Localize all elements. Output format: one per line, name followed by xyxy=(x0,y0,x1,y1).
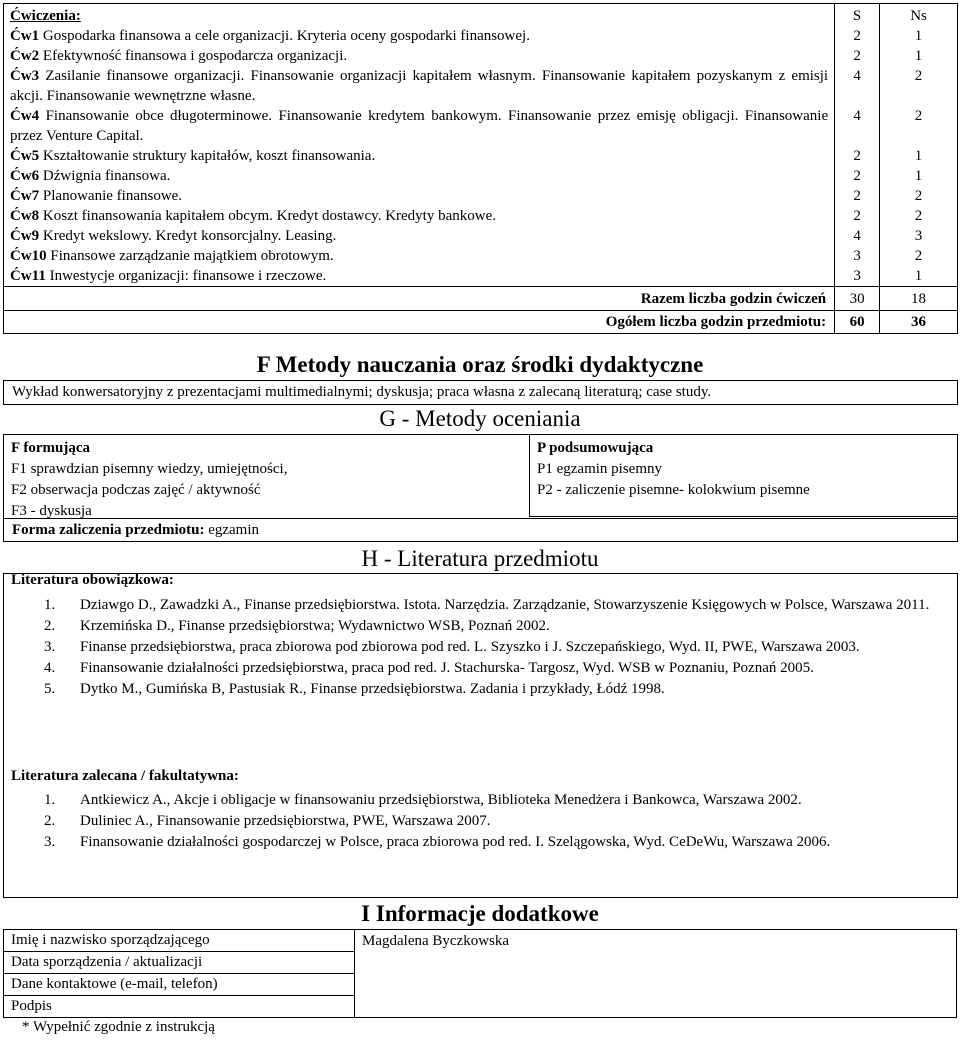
literature-item xyxy=(0,616,950,637)
exercises-ns-values xyxy=(880,26,957,286)
exercise-text: Koszt finansowania kapitałem obcym. Kredyt dostawcy. Kredyty bankowe. xyxy=(39,208,496,224)
exercise-item xyxy=(10,26,828,46)
total-all-row xyxy=(4,311,958,334)
section-f-title: F Metody nauczania oraz środki dydaktyczne xyxy=(256,352,704,377)
exercise-ns-value: 1 xyxy=(914,268,923,284)
literature-text: Finansowanie działalności przedsiębiorstwa, praca pod red. J. Stachurska- Targosz, Wyd. WSB w Poznaniu, Poznań 2005. xyxy=(80,660,814,676)
exercise-text: Kształtowanie struktury kapitałów, koszt finansowania. xyxy=(39,148,376,164)
literature-item xyxy=(0,790,950,811)
exercises-s-cell xyxy=(835,4,880,287)
exercises-topics-cell xyxy=(4,4,835,287)
exercise-s-value: 4 xyxy=(853,68,861,84)
exercise-code: Ćw1 xyxy=(10,28,40,44)
section-f-text: Wykład konwersatoryjny z prezentacjami multimedialnymi; dyskusja; praca własna z zalecaną literaturą; case study. xyxy=(12,384,712,400)
exercise-s-value: 3 xyxy=(853,268,861,284)
exercise-ns-value: 2 xyxy=(914,248,923,264)
total-all-label: Ogółem liczba godzin przedmiotu: xyxy=(4,311,835,334)
exercise-code: Ćw4 xyxy=(10,108,40,124)
summative-item-2: P2 - zaliczenie pisemne- kolokwium pisemne xyxy=(537,482,810,498)
author-label: Imię i nazwisko sporządzającego xyxy=(4,930,355,952)
summative-heading: P podsumowująca xyxy=(537,440,654,456)
literature-text: Dytko M., Gumińska B, Pastusiak R., Finanse przedsiębiorstwa. Zadania i przykłady, Łódź 1998. xyxy=(80,681,665,697)
exercise-ns-value: 2 xyxy=(914,208,923,224)
exercise-ns-value: 2 xyxy=(914,108,923,124)
literature-number: 1. xyxy=(44,597,56,613)
section-h-title: H - Literatura przedmiotu xyxy=(361,546,599,571)
exercise-item xyxy=(10,46,828,66)
exercise-code: Ćw11 xyxy=(10,268,46,284)
exercise-code: Ćw5 xyxy=(10,148,40,164)
literature-text: Finanse przedsiębiorstwa, praca zbiorowa pod zbiorowa pod red. L. Szyszko i J. Szczepańskiego, Wyd. II, PWE, Warszawa 2003. xyxy=(80,639,860,655)
literature-text: Krzemińska D., Finanse przedsiębiorstwa; Wydawnictwo WSB, Poznań 2002. xyxy=(80,618,550,634)
literature-text: Dziawgo D., Zawadzki A., Finanse przedsiębiorstwa. Istota. Narzędzia. Zarządzanie, Stowarzyszenie Księgowych w Polsce, Warszawa 2011. xyxy=(80,597,930,613)
exercise-item xyxy=(10,106,828,146)
literature-item xyxy=(0,595,950,616)
literature-number: 5. xyxy=(44,681,56,697)
literature-item xyxy=(0,679,950,700)
total-exercises-row xyxy=(4,287,958,311)
exercise-code: Ćw2 xyxy=(10,48,40,64)
exercise-code: Ćw6 xyxy=(10,168,40,184)
literature-number: 3. xyxy=(44,834,56,850)
exercise-text: Finansowanie obce długoterminowe. Finansowanie kredytem bankowym. Finansowanie przez emisję obligacji. Finansowanie przez Venture Capital. xyxy=(10,108,829,144)
signature-label: Podpis xyxy=(4,996,355,1018)
literature-item xyxy=(0,832,950,853)
exercise-code: Ćw10 xyxy=(10,248,47,264)
assessment-form-box xyxy=(3,518,958,542)
author-value: Magdalena Byczkowska xyxy=(355,930,957,1018)
exercise-ns-value: 1 xyxy=(914,148,923,164)
assessment-form xyxy=(4,519,957,540)
literature-item xyxy=(0,811,950,832)
exercise-s-value: 2 xyxy=(853,188,861,204)
exercise-ns-value: 1 xyxy=(914,168,923,184)
exercise-text: Inwestycje organizacji: finansowe i rzeczowe. xyxy=(45,268,327,284)
literature-text: Duliniec A., Finansowanie przedsiębiorstwa, PWE, Warszawa 2007. xyxy=(80,813,491,829)
recommended-lit-heading: Literatura zalecana / fakultatywna: xyxy=(11,768,239,784)
literature-text: Finansowanie działalności gospodarczej w Polsce, praca zbiorowa pod red. I. Szelągowska, Wyd. CeDeWu, Warszawa 2006. xyxy=(80,834,831,850)
exercises-list xyxy=(10,26,828,286)
exercise-ns-value: 2 xyxy=(914,68,923,84)
exercise-s-value: 2 xyxy=(853,168,861,184)
exercises-heading: Ćwiczenia: xyxy=(10,8,81,24)
literature-text: Antkiewicz A., Akcje i obligacje w finansowaniu przedsiębiorstwa, Biblioteka Menedżera i Bankowca, Warszawa 2002. xyxy=(80,792,802,808)
contact-label: Dane kontaktowe (e-mail, telefon) xyxy=(4,974,355,996)
exercise-ns-value: 1 xyxy=(914,48,923,64)
exercise-text: Dźwignia finansowa. xyxy=(39,168,171,184)
col-s-header: S xyxy=(852,8,862,24)
formative-item-3: F3 - dyskusja xyxy=(11,503,92,519)
info-row xyxy=(4,930,957,952)
exercise-s-value: 4 xyxy=(853,228,861,244)
info-table xyxy=(3,929,957,1018)
col-ns-header: Ns xyxy=(910,8,927,24)
exercise-item xyxy=(10,246,828,266)
exercise-ns-value: 2 xyxy=(914,188,923,204)
assessment-form-label: Forma zaliczenia przedmiotu: xyxy=(12,522,205,538)
exercise-item xyxy=(10,226,828,246)
formative-heading: F formująca xyxy=(11,440,90,456)
exercise-text: Zasilanie finansowe organizacji. Finansowanie organizacji kapitałem własnym. Finansowanie kapitałem pozyskanym z emisji akcji. Finansowanie wewnętrzne własne. xyxy=(10,68,829,104)
exercise-item xyxy=(10,266,828,286)
exercise-code: Ćw7 xyxy=(10,188,40,204)
literature-number: 3. xyxy=(44,639,56,655)
exercise-text: Kredyt wekslowy. Kredyt konsorcjalny. Leasing. xyxy=(39,228,337,244)
total-all-s: 60 xyxy=(835,311,880,334)
formative-item-1: F1 sprawdzian pisemny wiedzy, umiejętności, xyxy=(11,461,288,477)
literature-number: 4. xyxy=(44,660,56,676)
exercise-code: Ćw9 xyxy=(10,228,40,244)
exercises-main-row xyxy=(4,4,958,287)
exercise-code: Ćw3 xyxy=(10,68,40,84)
exercise-s-value: 2 xyxy=(853,48,861,64)
section-g-summative xyxy=(537,438,810,501)
exercise-text: Planowanie finansowe. xyxy=(39,188,183,204)
exercise-item xyxy=(10,166,828,186)
exercise-s-value: 2 xyxy=(853,28,861,44)
section-f-box xyxy=(3,380,958,405)
exercise-text: Finansowe zarządzanie majątkiem obrotowym. xyxy=(46,248,334,264)
literature-number: 2. xyxy=(44,813,56,829)
exercise-s-value: 2 xyxy=(853,148,861,164)
date-label: Data sporządzenia / aktualizacji xyxy=(4,952,355,974)
exercise-item xyxy=(10,206,828,226)
recommended-lit-list xyxy=(0,790,950,853)
exercise-text: Gospodarka finansowa a cele organizacji. Kryteria oceny gospodarki finansowej. xyxy=(39,28,530,44)
exercise-item xyxy=(10,186,828,206)
exercises-ns-cell xyxy=(880,4,958,287)
literature-number: 2. xyxy=(44,618,56,634)
exercises-table xyxy=(3,3,958,334)
exercise-item xyxy=(10,66,828,106)
section-g-title: G - Metody oceniania xyxy=(379,406,581,431)
exercise-ns-value: 3 xyxy=(914,228,923,244)
footnote: * Wypełnić zgodnie z instrukcją xyxy=(22,1019,215,1035)
assessment-form-value: egzamin xyxy=(204,522,260,538)
exercise-code: Ćw8 xyxy=(10,208,40,224)
exercises-s-values xyxy=(835,26,879,286)
exercise-s-value: 4 xyxy=(853,108,861,124)
exercise-text: Efektywność finansowa i gospodarcza organizacji. xyxy=(39,48,348,64)
total-exercises-ns: 18 xyxy=(880,287,958,311)
exercise-s-value: 2 xyxy=(853,208,861,224)
exercise-item xyxy=(10,146,828,166)
exercise-s-value: 3 xyxy=(853,248,861,264)
literature-number: 1. xyxy=(44,792,56,808)
total-exercises-s: 30 xyxy=(835,287,880,311)
total-all-ns: 36 xyxy=(880,311,958,334)
section-g-formative xyxy=(11,438,287,522)
literature-item xyxy=(0,658,950,679)
total-exercises-label: Razem liczba godzin ćwiczeń xyxy=(4,287,835,311)
summative-item-1: P1 egzamin pisemny xyxy=(537,461,662,477)
required-lit-heading: Literatura obowiązkowa: xyxy=(11,572,174,588)
literature-item xyxy=(0,637,950,658)
required-lit-list xyxy=(0,595,950,700)
exercise-ns-value: 1 xyxy=(914,28,923,44)
formative-item-2: F2 obserwacja podczas zajęć / aktywność xyxy=(11,482,261,498)
section-i-title: I Informacje dodatkowe xyxy=(361,901,599,926)
